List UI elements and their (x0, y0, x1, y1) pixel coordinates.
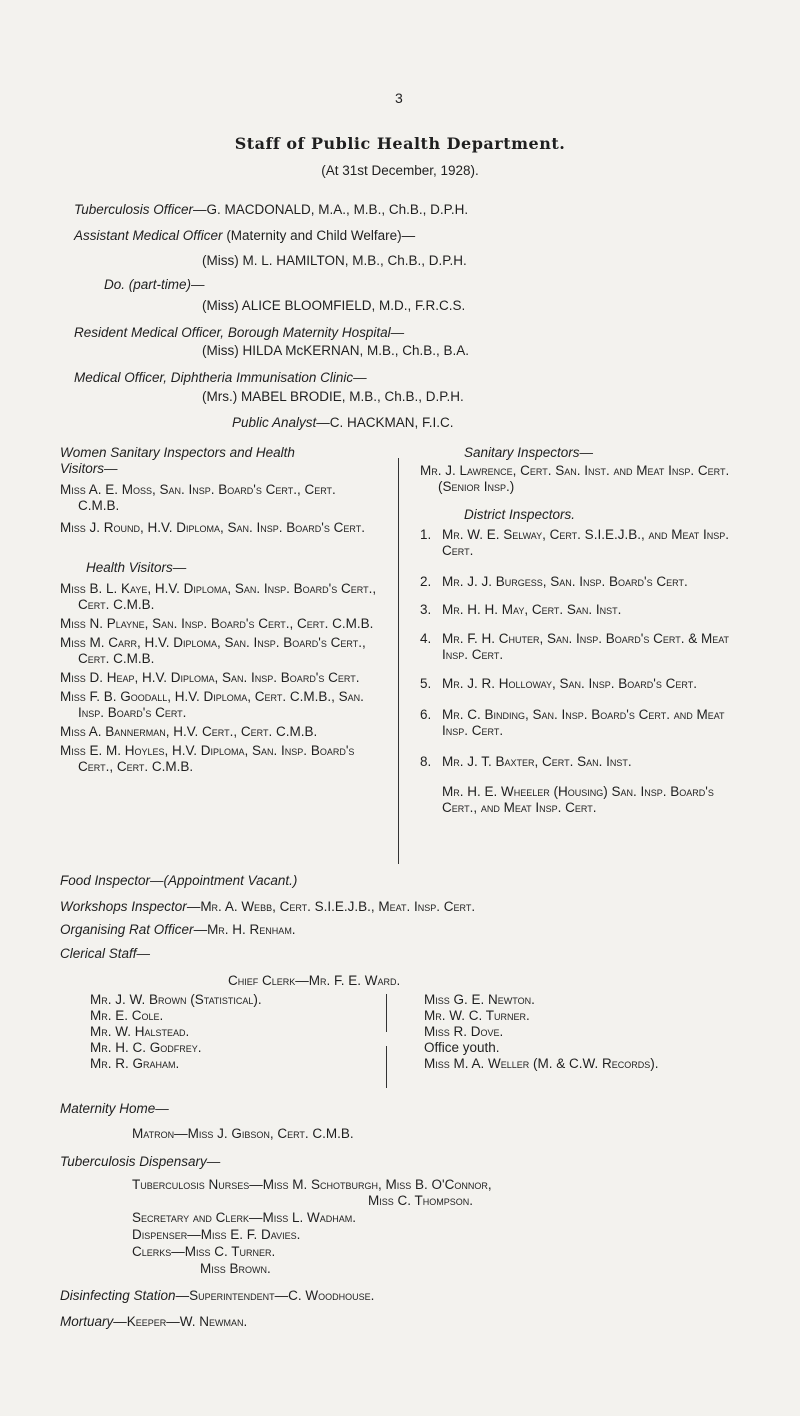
list-item: Mr. J. W. Brown (Statistical). (90, 992, 262, 1007)
list-item: 5. Mr. J. R. Holloway, San. Insp. Board's Cert. (420, 676, 697, 691)
district-inspectors-heading: District Inspectors. (464, 507, 576, 522)
women-inspectors-heading: Women Sanitary Inspectors and Health Visitors— (60, 445, 295, 476)
list-item: Miss R. Dove. (424, 1024, 504, 1039)
clerks-left-list (90, 992, 370, 1072)
page-number: 3 (395, 90, 403, 106)
dispensary-secretary: Secretary and Clerk—Miss L. Wadham. (132, 1210, 356, 1225)
tuberculosis-dispensary-label: Tuberculosis Dispensary— (60, 1154, 221, 1169)
sanitary-inspectors-heading: Sanitary Inspectors— (464, 445, 594, 460)
left-column (60, 445, 378, 775)
list-item: Miss B. L. Kaye, H.V. Diploma, San. Insp. Board's Cert., Cert. C.M.B. (60, 581, 377, 612)
list-item: 8. Mr. J. T. Baxter, Cert. San. Inst. (420, 754, 632, 769)
list-item: Miss F. B. Goodall, H.V. Diploma, Cert. C.M.B., San. Insp. Board's Cert. (60, 689, 364, 720)
right-column (420, 445, 745, 816)
health-visitors-heading: Health Visitors— (86, 560, 187, 575)
list-item: Miss E. M. Hoyles, H.V. Diploma, San. Insp. Board's Cert., Cert. C.M.B. (60, 743, 355, 774)
clerks-divider-top (386, 994, 387, 1032)
workshops-inspector: Workshops Inspector—Mr. A. Webb, Cert. S.I.E.J.B., Meat. Insp. Cert. (60, 899, 476, 914)
tuberculosis-nurses: Tuberculosis Nurses—Miss M. Schotburgh, Miss B. O'Connor, (132, 1177, 492, 1192)
tuberculosis-officer: Tuberculosis Officer—G. MACDONALD, M.A., M.B., Ch.B., D.P.H. (74, 202, 469, 217)
part-time-officer-name: (Miss) ALICE BLOOMFIELD, M.D., F.R.C.S. (202, 298, 466, 313)
tuberculosis-nurses-cont: Miss C. Thompson. (368, 1193, 474, 1208)
dispensary-clerks: Clerks—Miss C. Turner. (132, 1244, 276, 1259)
column-divider (398, 458, 399, 864)
resident-medical-officer-name: (Miss) HILDA McKERNAN, M.B., Ch.B., B.A. (202, 343, 470, 358)
list-item: 1. Mr. W. E. Selway, Cert. S.I.E.J.B., and Meat Insp. Cert. (420, 527, 730, 558)
list-item: Mr. E. Cole. (90, 1008, 164, 1023)
clerks-right-list (424, 992, 744, 1072)
list-item: Miss A. Bannerman, H.V. Cert., Cert. C.M.B. (60, 724, 318, 739)
list-item: 2. Mr. J. J. Burgess, San. Insp. Board's Cert. (420, 574, 688, 589)
list-item: Miss A. E. Moss, San. Insp. Board's Cert., Cert. C.M.B. (60, 482, 336, 513)
assistant-medical-officer: Assistant Medical Officer (Maternity and Child Welfare)— (74, 228, 416, 243)
dispensary-dispenser: Dispenser—Miss E. F. Davies. (132, 1227, 301, 1242)
clerical-staff-label: Clerical Staff— (60, 946, 151, 961)
assistant-medical-officer-name: (Miss) M. L. HAMILTON, M.B., Ch.B., D.P.H. (202, 253, 467, 268)
diphtheria-officer-label: Medical Officer, Diphtheria Immunisation Clinic— (74, 370, 367, 385)
diphtheria-officer-name: (Mrs.) MABEL BRODIE, M.B., Ch.B., D.P.H. (202, 389, 464, 404)
maternity-home-matron: Matron—Miss J. Gibson, Cert. C.M.B. (132, 1126, 354, 1141)
page-subtitle: (At 31st December, 1928). (321, 163, 479, 178)
list-item: Mr. W. C. Turner. (424, 1008, 530, 1023)
housing-inspector: Mr. H. E. Wheeler (Housing) San. Insp. Board's Cert., and Meat Insp. Cert. (442, 784, 714, 815)
public-analyst: Public Analyst—C. HACKMAN, F.I.C. (232, 415, 454, 430)
food-inspector: Food Inspector—(Appointment Vacant.) (60, 873, 298, 888)
list-item: 3. Mr. H. H. May, Cert. San. Inst. (420, 602, 622, 617)
list-item: 4. Mr. F. H. Chuter, San. Insp. Board's Cert. & Meat Insp. Cert. (420, 631, 730, 662)
resident-medical-officer-label: Resident Medical Officer, Borough Maternity Hospital— (74, 325, 405, 340)
part-time-officer-label: Do. (part-time)— (104, 277, 205, 292)
list-item: Mr. W. Halstead. (90, 1024, 190, 1039)
dispensary-clerks-cont: Miss Brown. (200, 1261, 271, 1276)
list-item: 6. Mr. C. Binding, San. Insp. Board's Cert. and Meat Insp. Cert. (420, 707, 725, 738)
list-item: Miss D. Heap, H.V. Diploma, San. Insp. Board's Cert. (60, 670, 360, 685)
list-item: Mr. R. Graham. (90, 1056, 180, 1071)
list-item: Office youth. (424, 1040, 500, 1055)
disinfecting-station: Disinfecting Station—Superintendent—C. Woodhouse. (60, 1288, 375, 1303)
list-item: Miss G. E. Newton. (424, 992, 535, 1007)
list-item: Miss M. Carr, H.V. Diploma, San. Insp. Board's Cert., Cert. C.M.B. (60, 635, 366, 666)
list-item: Mr. H. C. Godfrey. (90, 1040, 202, 1055)
maternity-home-label: Maternity Home— (60, 1101, 169, 1116)
list-item: Miss M. A. Weller (M. & C.W. Records). (424, 1056, 659, 1071)
clerks-divider-bottom (386, 1046, 387, 1088)
chief-clerk: Chief Clerk—Mr. F. E. Ward. (228, 973, 401, 988)
page-title: Staff of Public Health Department. (234, 134, 566, 153)
list-item: Miss N. Playne, San. Insp. Board's Cert., Cert. C.M.B. (60, 616, 374, 631)
list-item: Miss J. Round, H.V. Diploma, San. Insp. Board's Cert. (60, 520, 365, 535)
senior-inspector: Mr. J. Lawrence, Cert. San. Inst. and Meat Insp. Cert. (Senior Insp.) (420, 463, 730, 494)
rat-officer: Organising Rat Officer—Mr. H. Renham. (60, 922, 296, 937)
mortuary: Mortuary—Keeper—W. Newman. (60, 1314, 248, 1329)
